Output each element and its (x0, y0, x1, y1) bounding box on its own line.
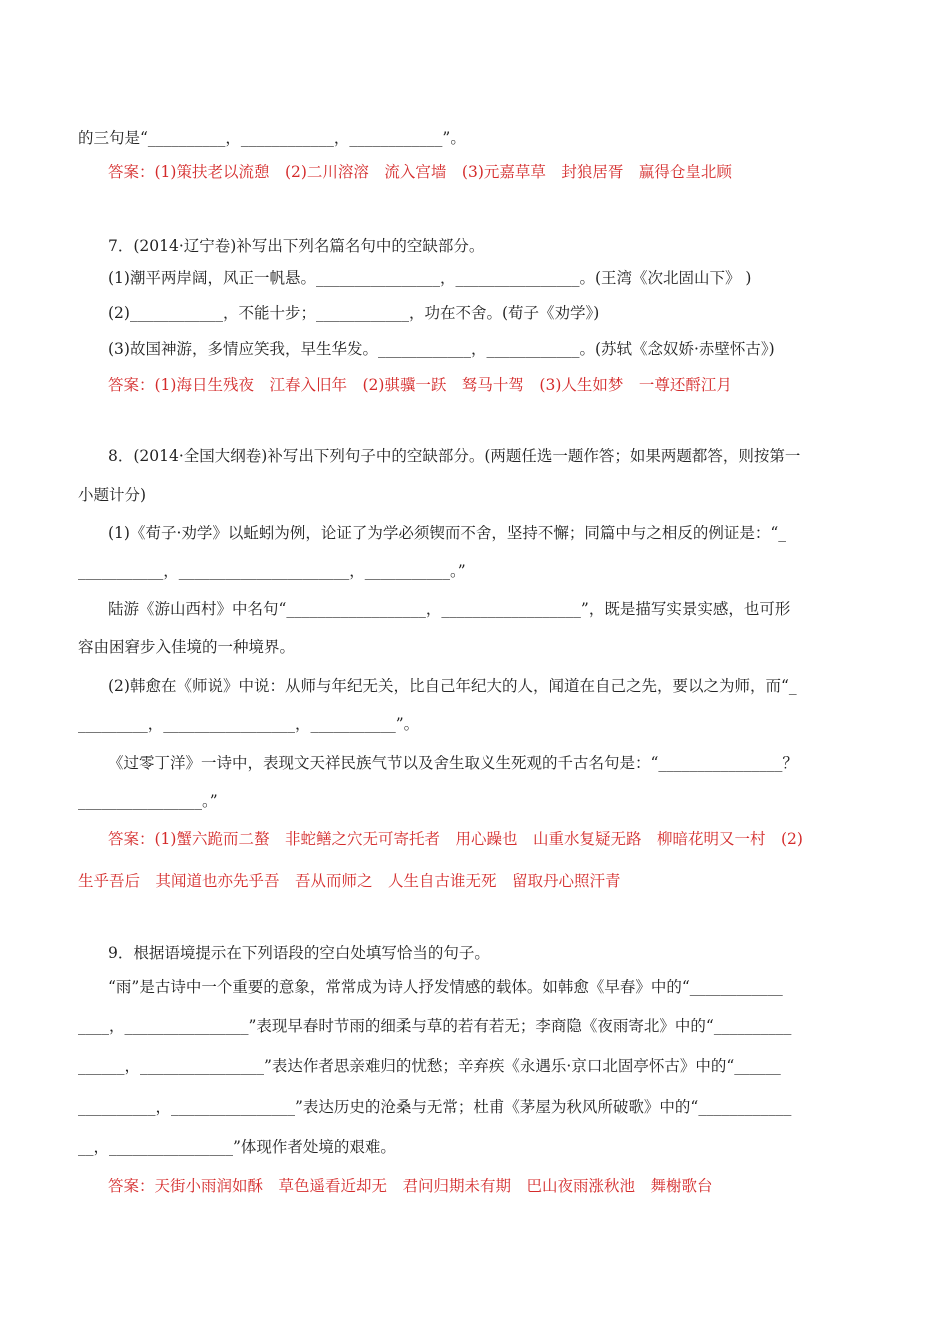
question-7-item-3: (3)故国神游，多情应笑我，早生华发。____________，____________。(苏轼《念奴娇·赤壁怀古》) (108, 340, 775, 358)
question-7-item-1: (1)潮平两岸阔，风正一帆悬。________________，________________。(王湾《次北固山下》 ) (108, 269, 752, 287)
question-8-item-2-cont: ________________。” (78, 792, 218, 810)
question-8-item-2-wen-tianxiang: 《过零丁洋》一诗中，表现文天祥民族气节以及舍生取义生死观的千古名句是：“________________？ (108, 754, 798, 772)
question-8-answer: 答案：(1)蟹六跪而二螯 非蛇鳝之穴无可寄托者 用心躁也 山重水复疑无路 柳暗花明又一村 (2) (108, 830, 803, 848)
question-9-title: 9．根据语境提示在下列语段的空白处填写恰当的句子。 (108, 944, 490, 962)
question-8-item-2: (2)韩愈在《师说》中说：从师与年纪无关，比自己年纪大的人，闻道在自己之先，要以之为师，而“_ (108, 677, 797, 695)
question-9-paragraph-5: __，________________”体现作者处境的艰难。 (78, 1138, 396, 1156)
question-8-item-2-blanks: _________，_________________，___________”。 (78, 715, 420, 733)
question-7-answer: 答案：(1)海日生残夜 江春入旧年 (2)骐骥一跃 驽马十驾 (3)人生如梦 一尊还酹江月 (108, 376, 732, 394)
question-8-item-1-blanks: ___________，______________________，___________。” (78, 562, 466, 580)
question-6-continuation: 的三句是“__________，____________，____________”。 (78, 129, 466, 147)
question-6-answer: 答案：(1)策扶老以流憩 (2)二川溶溶 流入宫墙 (3)元嘉草草 封狼居胥 赢得仓皇北顾 (108, 163, 732, 181)
question-8-item-1: (1)《荀子·劝学》以蚯蚓为例，论证了为学必须锲而不舍，坚持不懈；同篇中与之相反的例证是：“_ (108, 524, 787, 542)
question-8-title-cont: 小题计分) (78, 486, 147, 504)
question-9-paragraph-4: __________，________________”表达历史的沧桑与无常；杜甫《茅屋为秋风所破歌》中的“____________ (78, 1098, 792, 1116)
question-8-item-1-cont: 容由困窘步入佳境的一种境界。 (78, 638, 296, 656)
question-9-paragraph-2: ____，________________”表现早春时节雨的细柔与草的若有若无；李商隐《夜雨寄北》中的“__________ (78, 1017, 792, 1035)
question-8-answer-cont: 生乎吾后 其闻道也亦先乎吾 吾从而师之 人生自古谁无死 留取丹心照汗青 (78, 872, 621, 890)
question-8-title: 8．(2014·全国大纲卷)补写出下列句子中的空缺部分。(两题任选一题作答；如果两题都答，则按第一 (108, 447, 801, 465)
question-7-title: 7．(2014·辽宁卷)补写出下列名篇名句中的空缺部分。 (108, 237, 485, 255)
question-9-paragraph-3: ______，________________”表达作者思亲难归的忧愁；辛弃疾《永遇乐·京口北固亭怀古》中的“______ (78, 1057, 781, 1075)
question-9-answer: 答案：天街小雨润如酥 草色遥看近却无 君问归期未有期 巴山夜雨涨秋池 舞榭歌台 (108, 1177, 713, 1195)
question-9-paragraph-1: “雨”是古诗中一个重要的意象，常常成为诗人抒发情感的载体。如韩愈《早春》中的“____________ (108, 978, 783, 996)
question-8-item-1-lu-you: 陆游《游山西村》中名句“__________________，__________________”，既是描写实景实感，也可形 (108, 600, 791, 618)
question-7-item-2: (2)____________，不能十步；____________，功在不舍。(荀子《劝学》) (108, 304, 600, 322)
